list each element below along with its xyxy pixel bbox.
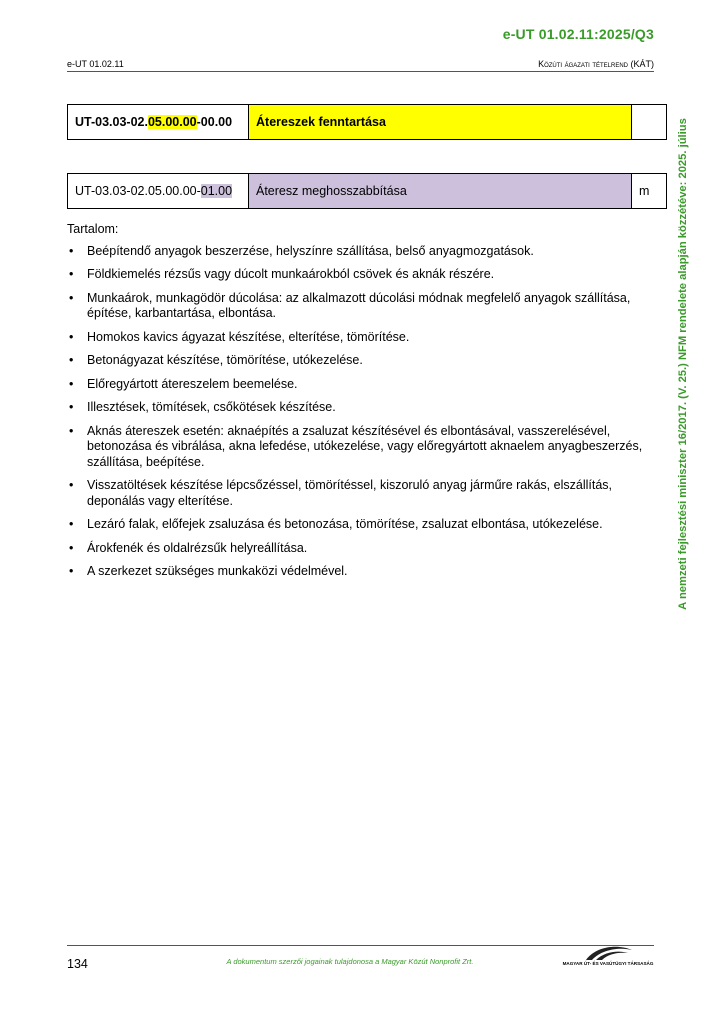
list-item bbox=[67, 267, 652, 283]
code-suffix: -00.00 bbox=[196, 115, 233, 129]
list-item-text: Visszatöltések készítése lépcsőzéssel, tömörítéssel, kiszoruló anyag járműre rakás, elszállítás, deponálás vagy elterítése. bbox=[87, 478, 612, 508]
bullet-icon: • bbox=[69, 329, 74, 344]
list-item-text: Munkaárok, munkagödör dúcolása: az alkalmazott dúcolási módnak megfelelő anyagok szállítása, építése, karbantartása, elbontása. bbox=[87, 290, 631, 320]
item-row-main bbox=[67, 104, 667, 140]
list-item bbox=[67, 400, 652, 416]
content-list bbox=[67, 244, 652, 580]
copyright-note: A dokumentum szerzői jogainak tulajdonosa a Magyar Közút Nonprofit Zrt. bbox=[226, 957, 474, 966]
document-code: e-UT 01.02.11:2025/Q3 bbox=[502, 26, 654, 42]
list-item-text: Földkiemelés rézsűs vagy dúcolt munkaárokból csövek és aknák részére. bbox=[87, 267, 495, 281]
side-note-text: A nemzeti fejlesztési miniszter 16/2017. (V. 25.) NFM rendelete alapján közzétéve: 2025. július bbox=[677, 117, 689, 610]
item-name: Átereszek fenntartása bbox=[249, 105, 632, 140]
bullet-icon: • bbox=[69, 243, 74, 258]
bullet-icon: • bbox=[69, 540, 74, 555]
item-code bbox=[68, 174, 249, 209]
list-item bbox=[67, 353, 652, 369]
list-item-text: Beépítendő anyagok beszerzése, helyszínre szállítása, belső anyagmozgatások. bbox=[87, 243, 534, 258]
logo-swoosh-icon bbox=[582, 944, 634, 962]
list-item bbox=[67, 517, 652, 533]
code-prefix: UT-03.03-02.05.00.00- bbox=[75, 184, 201, 198]
list-item-text: Előregyártott átereszelem beemelése. bbox=[87, 376, 298, 391]
bullet-icon: • bbox=[69, 376, 74, 391]
header-left-code: e-UT 01.02.11 bbox=[67, 59, 124, 69]
bullet-icon: • bbox=[69, 423, 74, 438]
list-item bbox=[67, 424, 652, 471]
list-item bbox=[67, 564, 652, 580]
list-item bbox=[67, 291, 652, 322]
list-item bbox=[67, 330, 652, 346]
side-publication-note bbox=[673, 97, 693, 630]
list-item-text: Árokfenék és oldalrézsűk helyreállítása. bbox=[87, 540, 308, 555]
content-lead: Tartalom: bbox=[67, 222, 119, 236]
list-item bbox=[67, 244, 652, 260]
company-logo bbox=[560, 944, 656, 970]
list-item-text: Betonágyazat készítése, tömörítése, utókezelése. bbox=[87, 353, 363, 367]
code-highlight: 05.00.00 bbox=[147, 115, 197, 129]
bullet-icon: • bbox=[69, 564, 74, 578]
page-number: 134 bbox=[67, 957, 88, 971]
content-section bbox=[67, 222, 652, 588]
item-unit: m bbox=[632, 174, 667, 209]
item-unit bbox=[632, 105, 667, 140]
header-right-title bbox=[538, 59, 654, 69]
item-name: Áteresz meghosszabbítása bbox=[249, 174, 632, 209]
list-item bbox=[67, 377, 652, 393]
list-item bbox=[67, 478, 652, 509]
bullet-icon: • bbox=[69, 267, 74, 281]
item-code bbox=[68, 105, 249, 140]
item-row-sub bbox=[67, 173, 667, 209]
bullet-icon: • bbox=[69, 353, 74, 367]
list-item-text: Aknás átereszek esetén: aknaépítés a zsaluzat készítésével és elbontásával, vasszerelésével, betonozása és vibrálása, akna lefedése, utókezelése, vagy előregyártott aknaelem anyagbeszerzés, szállítása, beépítése. bbox=[87, 423, 643, 469]
bullet-icon: • bbox=[69, 290, 74, 305]
bullet-icon: • bbox=[69, 517, 74, 531]
list-item-text: A szerkezet szükséges munkaközi védelmével. bbox=[87, 564, 348, 578]
code-highlight: 01.00 bbox=[200, 184, 233, 198]
list-item bbox=[67, 541, 652, 557]
header-right-text: Közúti ágazati tételrend (KÁT) bbox=[538, 59, 654, 69]
bullet-icon: • bbox=[69, 478, 74, 492]
header-divider bbox=[67, 71, 654, 72]
list-item-text: Illesztések, tömítések, csőkötések készítése. bbox=[87, 400, 336, 414]
logo-text: MAGYAR ÚT- ÉS VASÚTÜGYI TÁRSASÁG bbox=[562, 961, 654, 966]
list-item-text: Homokos kavics ágyazat készítése, elterítése, tömörítése. bbox=[87, 329, 410, 344]
code-prefix: UT-03.03-02. bbox=[75, 115, 148, 129]
bullet-icon: • bbox=[69, 400, 74, 414]
list-item-text: Lezáró falak, előfejek zsaluzása és betonozása, tömörítése, zsaluzat elbontása, utókezelése. bbox=[87, 517, 603, 531]
